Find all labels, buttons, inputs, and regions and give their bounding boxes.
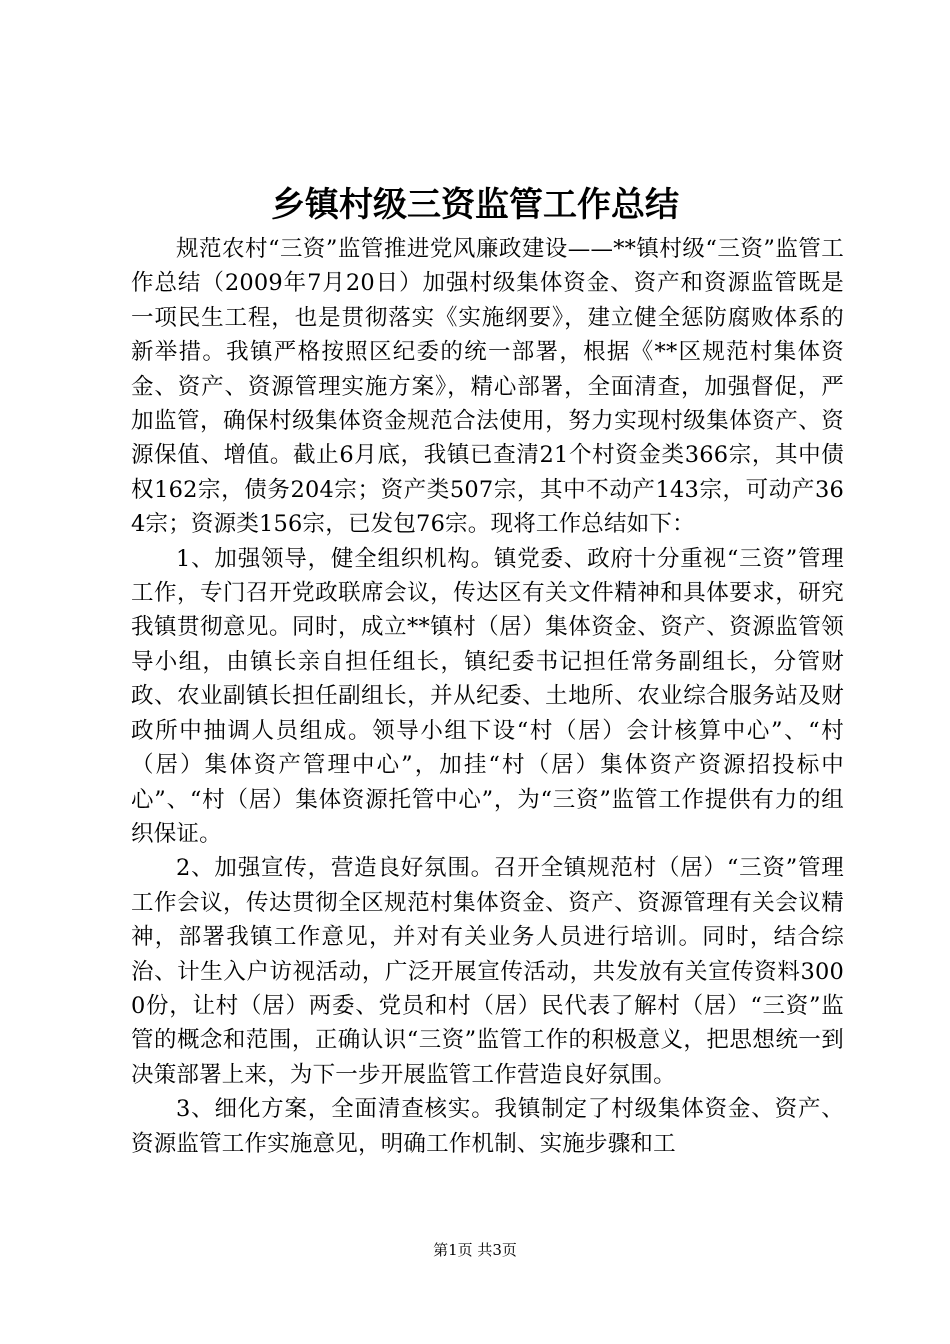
document-title: 乡镇村级三资监管工作总结 [271,185,679,225]
section-2-paragraph: 2、加强宣传，营造良好氛围。召开全镇规范村（居）“三资”管理工作会议，传达贯彻全区规范村集体资金、资产、资源管理有关会议精神，部署我镇工作意见，并对有关业务人员进行培训。同时，结合综治、计生入户访视活动，广泛开展宣传活动，共发放有关宣传资料3000份，让村（居）两委、党员和村（居）民代表了解村（居）“三资”监管的概念和范围，正确认识“三资”监管工作的积极意义，把思想统一到决策部署上来，为下一步开展监管工作营造良好氛围。 [131,855,844,1088]
section-1-paragraph: 1、加强领导，健全组织机构。镇党委、政府十分重视“三资”管理工作，专门召开党政联席会议，传达区有关文件精神和具体要求，研究我镇贯彻意见。同时，成立**镇村（居）集体资金、资产、资源监管领导小组，由镇长亲自担任组长，镇纪委书记担任常务副组长，分管财政、农业副镇长担任副组长，并从纪委、土地所、农业综合服务站及财政所中抽调人员组成。领导小组下设“村（居）会计核算中心”、“村（居）集体资产管理中心”，加挂“村（居）集体资产资源招投标中心”、“村（居）集体资源托管中心”，为“三资”监管工作提供有力的组织保证。 [131,545,844,847]
intro-paragraph: 规范农村“三资”监管推进党风廉政建设——**镇村级“三资”监管工作总结（2009年7月20日）加强村级集体资金、资产和资源监管既是一项民生工程，也是贯彻落实《实施纲要》，建立健全惩防腐败体系的新举措。我镇严格按照区纪委的统一部署，根据《**区规范村集体资金、资产、资源管理实施方案》，精心部署，全面清查，加强督促，严加监管，确保村级集体资金规范合法使用，努力实现村级集体资产、资源保值、增值。截止6月底，我镇已查清21个村资金类366宗，其中债权162宗，债务204宗；资产类507宗，其中不动产143宗，可动产364宗；资源类156宗，已发包76宗。现将工作总结如下： [131,236,844,538]
page-number-footer: 第1页 共3页 [433,1241,517,1259]
section-3-paragraph: 3、细化方案，全面清查核实。我镇制定了村级集体资金、资产、资源监管工作实施意见，明确工作机制、实施步骤和工 [131,1096,844,1157]
document-body [131,232,844,1161]
